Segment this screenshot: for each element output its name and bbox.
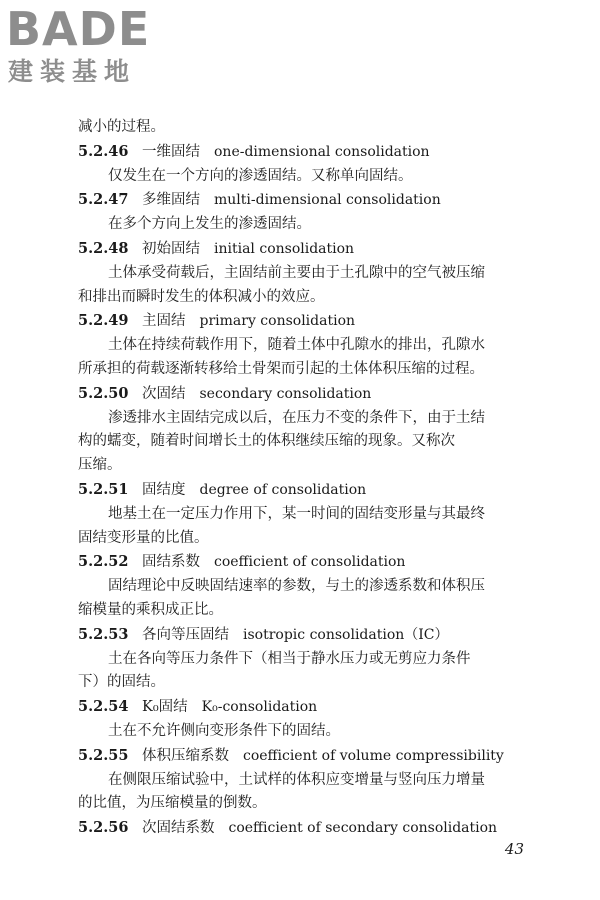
term-heading <box>78 309 524 334</box>
term-english: K₀-consolidation <box>201 699 318 716</box>
term-chinese: 固结系数 <box>142 554 200 571</box>
term-english: one-dimensional consolidation <box>214 143 430 160</box>
term-english: primary consolidation <box>199 313 356 330</box>
term-entries <box>78 140 524 841</box>
term-english: coefficient of volume compressibility <box>243 747 504 764</box>
term-english: coefficient of secondary consolidation <box>228 820 498 837</box>
term-chinese: 一维固结 <box>142 143 200 160</box>
page-number: 43 <box>504 840 524 858</box>
term-heading <box>78 623 524 648</box>
term-heading <box>78 140 524 165</box>
term-number: 5.2.48 <box>78 239 129 257</box>
term-number: 5.2.46 <box>78 142 129 160</box>
term-definition-line: 渗透排水主固结完成以后，在压力不变的条件下，由于土结 <box>108 409 485 426</box>
term-number: 5.2.49 <box>78 312 129 330</box>
term-definition-line: 所承担的荷载逐渐转移给土骨架而引起的土体体积压缩的过程。 <box>78 360 484 377</box>
term-number: 5.2.52 <box>78 553 129 571</box>
term-definition-line: 压缩。 <box>78 457 122 474</box>
term-english: isotropic consolidation（IC） <box>243 626 449 643</box>
term-definition-line: 和排出而瞬时发生的体积减小的效应。 <box>78 288 325 305</box>
term-definition-line: 固结理论中反映固结速率的参数，与土的渗透系数和体积压 <box>108 578 485 595</box>
term-chinese: 主固结 <box>142 313 186 330</box>
term-english: multi-dimensional consolidation <box>214 192 441 209</box>
term-number: 5.2.51 <box>78 480 129 498</box>
term-chinese: 体积压缩系数 <box>142 747 229 764</box>
term-heading <box>78 478 524 503</box>
term-heading <box>78 382 524 407</box>
term-heading <box>78 237 524 262</box>
term-number: 5.2.47 <box>78 191 129 209</box>
term-definition-line: 土在不允许侧向变形条件下的固结。 <box>108 722 340 739</box>
term-number: 5.2.54 <box>78 698 129 716</box>
term-chinese: K₀固结 <box>142 699 188 716</box>
term-chinese: 多维固结 <box>142 192 200 209</box>
term-heading <box>78 188 524 213</box>
term-heading <box>78 695 524 720</box>
term-definition-line: 的比值，为压缩模量的倒数。 <box>78 795 267 812</box>
term-english: coefficient of consolidation <box>214 554 406 571</box>
term-heading <box>78 550 524 575</box>
term-chinese: 初始固结 <box>142 240 200 257</box>
term-chinese: 次固结系数 <box>142 820 215 837</box>
term-number: 5.2.53 <box>78 625 129 643</box>
term-heading <box>78 744 524 769</box>
term-number: 5.2.55 <box>78 746 129 764</box>
term-definition-line: 在多个方向上发生的渗透固结。 <box>108 216 311 233</box>
term-english: initial consolidation <box>214 240 355 257</box>
term-english: secondary consolidation <box>199 385 372 402</box>
term-number: 5.2.50 <box>78 384 129 402</box>
term-chinese: 固结度 <box>142 481 186 498</box>
continuation-text: 减小的过程。 <box>78 119 165 135</box>
term-definition-line: 土在各向等压力条件下（相当于静水压力或无剪应力条件 <box>108 650 471 667</box>
term-english: degree of consolidation <box>199 481 367 498</box>
term-number: 5.2.56 <box>78 819 129 837</box>
logo-subtitle: 建装基地 <box>8 57 137 86</box>
term-definition-line: 土体在持续荷载作用下，随着土体中孔隙水的排出，孔隙水 <box>108 337 485 354</box>
term-definition-line: 构的蠕变，随着时间增长土的体积继续压缩的现象。又称次 <box>78 433 455 450</box>
bade-logo <box>6 4 176 94</box>
term-definition-line: 缩模量的乘积成正比。 <box>78 601 223 618</box>
term-heading <box>78 816 524 841</box>
term-definition-line: 固结变形量的比值。 <box>78 529 209 546</box>
term-chinese: 次固结 <box>142 385 186 402</box>
term-definition-line: 土体承受荷载后，主固结前主要由于土孔隙中的空气被压缩 <box>108 264 485 281</box>
logo-wordmark: BADE <box>6 2 151 56</box>
term-definition-line: 下）的固结。 <box>78 674 165 691</box>
term-chinese: 各向等压固结 <box>142 626 229 643</box>
term-definition-line: 在侧限压缩试验中，土试样的体积应变增量与竖向压力增量 <box>108 771 485 788</box>
term-definition-line: 地基土在一定压力作用下，某一时间的固结变形量与其最终 <box>108 505 485 522</box>
page-content <box>78 116 524 841</box>
term-definition-line: 仅发生在一个方向的渗透固结。又称单向固结。 <box>108 167 413 184</box>
